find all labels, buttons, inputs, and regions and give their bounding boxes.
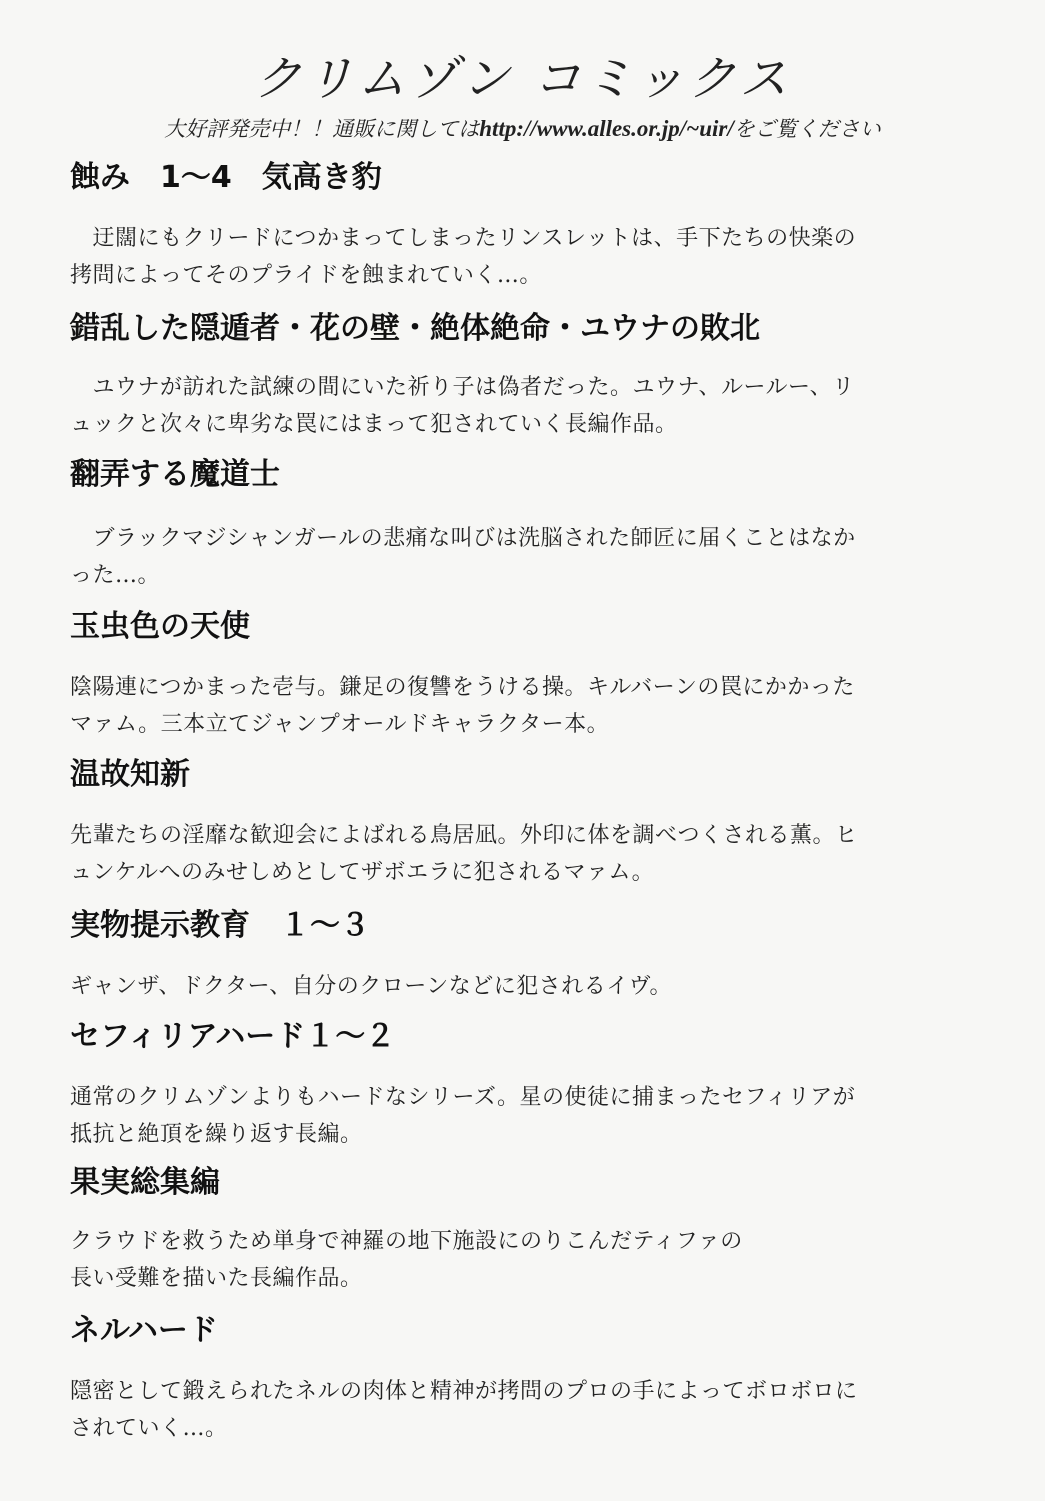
comic-description bbox=[70, 817, 970, 891]
comic-title: 玉虫色の天使 bbox=[70, 609, 250, 644]
comic-title: ネルハード bbox=[70, 1313, 218, 1348]
comic-description bbox=[70, 369, 970, 443]
comic-title: 翻弄する魔道士 bbox=[70, 457, 280, 492]
comic-entry bbox=[70, 455, 970, 594]
comic-entry bbox=[70, 158, 970, 294]
comic-entry bbox=[70, 1017, 970, 1153]
comic-title: 蝕み 1〜4 気高き豹 bbox=[70, 160, 382, 195]
description-line: ブラックマジシャンガールの悲痛な叫びは洗脳された師匠に届くことはなか bbox=[70, 526, 856, 551]
page-subtitle bbox=[0, 113, 1045, 143]
comic-title: 温故知新 bbox=[70, 757, 190, 792]
comic-description bbox=[70, 520, 970, 594]
description-line: 拷問によってそのプライドを蝕まれていく…。 bbox=[70, 263, 542, 288]
comic-description bbox=[70, 220, 970, 294]
description-line: マァム。三本立てジャンプオールドキャラクター本。 bbox=[70, 712, 610, 737]
comic-description bbox=[70, 1223, 970, 1297]
description-line: 長い受難を描いた長編作品。 bbox=[70, 1266, 363, 1291]
description-line: ギャンザ、ドクター、自分のクローンなどに犯されるイヴ。 bbox=[70, 974, 673, 999]
subtitle-suffix: をご覧ください bbox=[733, 117, 881, 141]
description-line: 迂闊にもクリードにつかまってしまったリンスレットは、手下たちの快楽の bbox=[70, 226, 857, 251]
description-line: ュックと次々に卑劣な罠にはまって犯されていく長編作品。 bbox=[70, 412, 678, 437]
comic-entry bbox=[70, 309, 970, 443]
subtitle-prefix: 大好評発売中！！通販に関しては bbox=[164, 117, 480, 141]
description-line: 通常のクリムゾンよりもハードなシリーズ。星の使徒に捕まったセフィリアが bbox=[70, 1085, 856, 1110]
comic-description bbox=[70, 669, 970, 743]
page-title: クリムゾン コミックス bbox=[253, 51, 792, 107]
description-line: ユウナが訪れた試練の間にいた祈り子は偽者だった。ユウナ、ルールー、リ bbox=[70, 375, 855, 400]
description-line: 先輩たちの淫靡な歓迎会によばれる鳥居凪。外印に体を調べつくされる薫。ヒ bbox=[70, 823, 858, 848]
comic-entry bbox=[70, 755, 970, 891]
comic-entry bbox=[70, 906, 970, 1005]
comic-title: セフィリアハード１〜２ bbox=[70, 1019, 396, 1054]
comic-entry bbox=[70, 1163, 970, 1297]
shop-url: http://www.alles.or.jp/~uir/ bbox=[479, 116, 734, 141]
description-line: 陰陽連につかまった壱与。鎌足の復讐をうける操。キルバーンの罠にかかった bbox=[70, 675, 855, 700]
comic-description bbox=[70, 1079, 970, 1153]
description-line: 抵抗と絶頂を繰り返す長編。 bbox=[70, 1122, 363, 1147]
comic-description bbox=[70, 968, 970, 1005]
comic-entry bbox=[70, 607, 970, 743]
description-line: クラウドを救うため単身で神羅の地下施設にのりこんだティファの bbox=[70, 1229, 743, 1254]
comic-title: 果実総集編 bbox=[70, 1165, 220, 1200]
comic-title: 錯乱した隠遁者・花の壁・絶体絶命・ユウナの敗北 bbox=[70, 311, 760, 346]
comic-title: 実物提示教育 １〜３ bbox=[70, 908, 370, 943]
description-line: 隠密として鍛えられたネルの肉体と精神が拷問のプロの手によってボロボロに bbox=[70, 1379, 858, 1404]
comic-entry bbox=[70, 1311, 970, 1447]
description-line: ュンケルへのみせしめとしてザボエラに犯されるマァム。 bbox=[70, 860, 655, 885]
description-line: されていく…。 bbox=[70, 1416, 228, 1441]
description-line: った…。 bbox=[70, 563, 161, 588]
comic-description bbox=[70, 1373, 970, 1447]
